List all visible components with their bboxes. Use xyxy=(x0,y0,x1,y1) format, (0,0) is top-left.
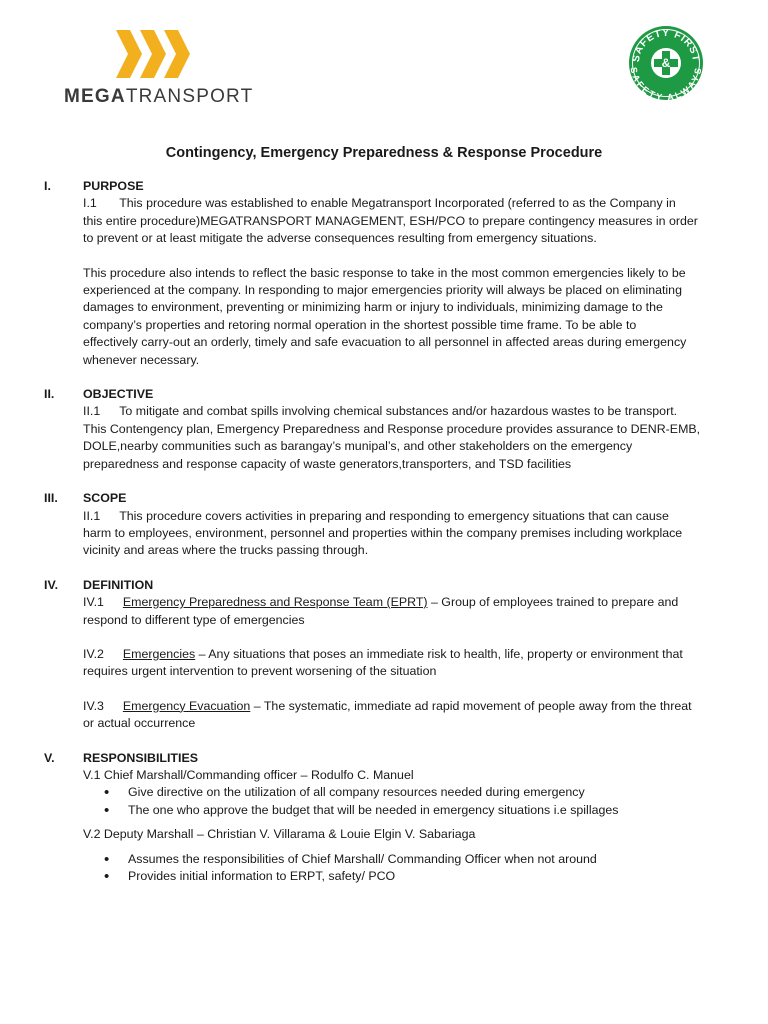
responsibility-heading: V.1 Chief Marshall/Commanding officer – Rodulfo C. Manuel xyxy=(83,767,414,782)
list-item: • Provides initial information to ERPT, safety/ PCO xyxy=(104,868,710,885)
section-definition xyxy=(0,577,768,733)
term: Emergency Preparedness and Response Team (EPRT) xyxy=(122,595,428,610)
safety-first-badge xyxy=(627,24,705,102)
term: Emergencies xyxy=(122,646,196,661)
responsibility-list xyxy=(104,851,710,886)
section-number: III. xyxy=(44,491,58,506)
list-item: • Give directive on the utilization of all company resources needed during emergency xyxy=(104,784,710,801)
term: Emergency Evacuation xyxy=(122,698,251,713)
section-number: V. xyxy=(44,750,55,765)
scope-paragraph: II.1 This procedure covers activities in preparing and responding to emergency situations that can cause harm to employees, environment, personnel and properties within the company premises including workplace vicinity and areas where the trucks passing through. xyxy=(83,508,683,558)
list-item: • The one who approve the budget that will be needed in emergency situations i.e spillages xyxy=(104,802,710,819)
section-number: II. xyxy=(44,387,55,402)
objective-paragraph: II.1 To mitigate and combat spills involving chemical substances and/or hazardous wastes to be transport. This Contengency plan, Emergency Preparedness and Response procedure provides assurance to DENR-EMB, DOLE,nearby communities such as barangay’s munipal’s, and other stakeholders on the emergency preparedness and response capacity of waste generators,transporters, and TSD facilities xyxy=(83,404,701,471)
brand-name: MEGATRANSPORT xyxy=(64,86,254,107)
section-heading: RESPONSIBILITIES xyxy=(83,750,198,765)
purpose-paragraph-1: I.1 This procedure was established to enable Megatransport Incorporated (referred to as the Company in this entire procedure)MEGATRANSPORT MANAGEMENT, ESH/PCO to prepare contingency measures in order to prevent or at least mitigate the adverse consequences resulting from emergency situations. xyxy=(83,196,698,246)
section-number: IV. xyxy=(44,577,59,592)
section-scope xyxy=(0,490,768,560)
responsibility-heading: V.2 Deputy Marshall – Christian V. Villarama & Louie Elgin V. Sabariaga xyxy=(83,827,476,842)
section-heading: SCOPE xyxy=(83,491,127,506)
purpose-paragraph-2: This procedure also intends to reflect the basic response to take in the most common emergencies likely to be experienced at the company. In responding to major emergencies priority will always be placed on eliminating damages to environment, preventing or minimizing harm or injury to individuals, minimizing damage to the company’s properties and retoring normal operation in the shortest possible time frame. To be able to effectively carry-out an orderly, timely and safe evacuation to all personnel in affected areas during emergency whenever necessary. xyxy=(83,265,687,367)
svg-text:&: & xyxy=(661,56,671,70)
section-objective xyxy=(0,386,768,473)
section-purpose xyxy=(0,178,768,369)
section-heading: PURPOSE xyxy=(83,179,144,193)
section-heading: DEFINITION xyxy=(83,577,154,592)
section-heading: OBJECTIVE xyxy=(83,387,154,402)
section-responsibilities xyxy=(0,750,768,886)
definition-item: IV.3 Emergency Evacuation – The systematic, immediate ad rapid movement of people away from the threat or actual occurrence xyxy=(83,698,692,731)
definition-item: IV.2 Emergencies – Any situations that poses an immediate risk to health, life, property or environment that requires urgent intervention to prevent worsening of the situation xyxy=(83,646,683,679)
definition-item: IV.1 Emergency Preparedness and Response Team (EPRT) – Group of employees trained to prepare and respond to different type of emergencies xyxy=(83,595,679,627)
document-title: Contingency, Emergency Preparedness & Response Procedure xyxy=(165,145,603,161)
document-body xyxy=(0,178,768,885)
list-item: • Assumes the responsibilities of Chief Marshall/ Commanding Officer when not around xyxy=(104,851,710,868)
megatransport-logo xyxy=(64,28,264,108)
responsibility-list xyxy=(104,784,710,819)
chevrons-icon xyxy=(64,28,194,80)
svg-text:SAFETY ALWAYS: SAFETY ALWAYS xyxy=(628,66,704,102)
section-number: I. xyxy=(44,179,51,193)
svg-text:SAFETY FIRST: SAFETY FIRST xyxy=(630,27,702,63)
